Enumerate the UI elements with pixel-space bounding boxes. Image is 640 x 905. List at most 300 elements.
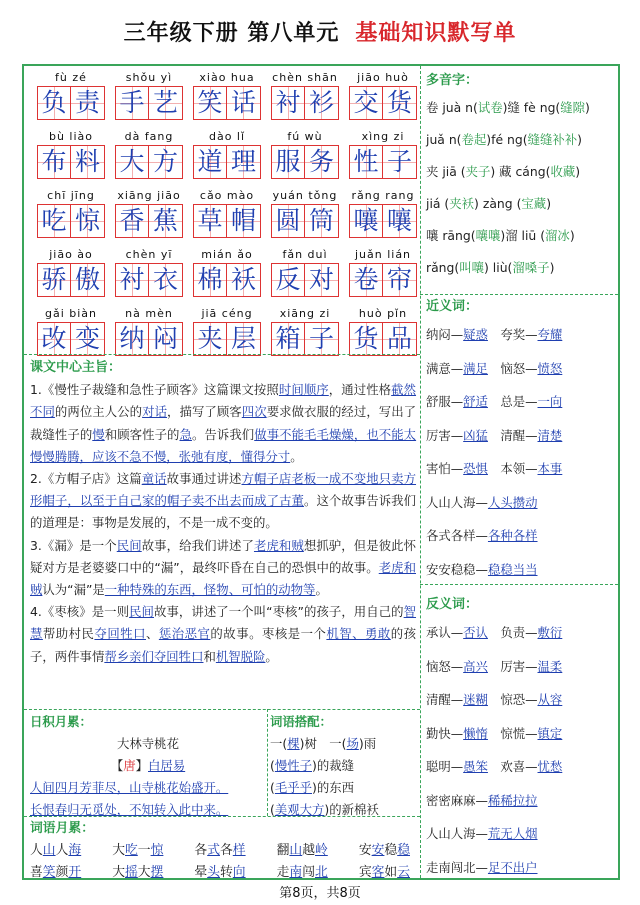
pinyin: huò pǐn	[358, 307, 408, 320]
idiom-char: 样	[232, 843, 246, 858]
word-cell	[112, 70, 186, 125]
tianzi-char: 嚷	[383, 204, 417, 238]
pinyin: dào lǐ	[208, 130, 246, 143]
worksheet-frame	[22, 64, 620, 880]
word-chars	[34, 145, 108, 179]
tianzi-char: 衣	[149, 263, 183, 297]
text: 人山人海—	[426, 494, 488, 510]
text: 1.《慢性子裁缝和急性子顾客》这篇课文按照	[30, 382, 279, 398]
tianzi-char: 货	[383, 86, 417, 120]
answer-word: 凶猛	[463, 427, 488, 443]
summary-paragraph	[30, 468, 416, 535]
word-cell	[268, 129, 342, 184]
idiom-char: 头	[207, 865, 220, 880]
word-row	[34, 70, 420, 125]
idiom-char: 越	[302, 843, 315, 858]
text: ) zàng (	[474, 196, 522, 211]
highlight-text: 童话	[141, 471, 167, 487]
idiom-char: 喜	[30, 865, 43, 880]
text: 清醒—	[426, 692, 464, 707]
answer-word: 满足	[463, 360, 488, 376]
phrase-line	[270, 777, 418, 799]
tianzi-char: 帘	[383, 263, 417, 297]
tianzi-char: 笑	[193, 86, 227, 120]
divider	[24, 709, 420, 710]
tianzi-char: 方	[149, 145, 183, 179]
tianzi-char: 帽	[227, 204, 261, 238]
polyphone-word: 收藏	[550, 164, 576, 179]
idiom	[359, 862, 410, 884]
text: )的东西	[312, 780, 355, 795]
word-chars	[346, 322, 420, 356]
word-cell	[346, 70, 420, 125]
idiom-char: 摇	[125, 865, 138, 880]
word-chars	[268, 86, 342, 120]
idiom-char: 转	[220, 865, 233, 880]
text: )	[577, 132, 583, 147]
answer-word: 各种各样	[487, 528, 538, 543]
pinyin: xiāng zi	[279, 307, 331, 320]
answer-word: 迷糊	[463, 692, 488, 707]
idiom-row	[30, 840, 416, 862]
tianzi-char: 子	[383, 145, 417, 179]
tianzi-char: 变	[71, 322, 105, 356]
tianzi-char: 筒	[305, 204, 339, 238]
pinyin: fǎn duì	[282, 248, 328, 261]
text: 4.《枣核》是一则	[30, 604, 130, 620]
word-cell	[34, 129, 108, 184]
idiom-char: 一	[137, 843, 151, 858]
answer-word: 本事	[537, 461, 563, 476]
text: )	[585, 100, 590, 115]
synonym-list	[426, 318, 616, 586]
idiom	[359, 840, 410, 862]
answer-word: 夸耀	[537, 327, 563, 342]
text: ，通过性格	[328, 382, 392, 398]
idiom-char: 式	[207, 843, 220, 858]
highlight-text: 老虎和贼	[253, 537, 304, 553]
text: 、	[145, 626, 159, 642]
word-cell	[190, 188, 264, 243]
idiom	[277, 840, 328, 862]
tianzi-char: 话	[227, 86, 261, 120]
idiom	[112, 862, 163, 884]
word-cell	[190, 129, 264, 184]
highlight-text: 对话	[142, 404, 168, 420]
idiom-char: 走	[276, 865, 290, 880]
word-pair	[426, 784, 616, 818]
idiom-char: 宾	[358, 865, 372, 880]
text: 本领—	[487, 461, 538, 476]
polyphone-word: 溜嗓子	[512, 260, 550, 275]
tianzi-char: 棉	[193, 263, 227, 297]
polyphone-word: 宝藏	[521, 196, 547, 211]
text: 惊恐—	[487, 692, 538, 707]
word-pair	[426, 717, 616, 751]
antonym-list	[426, 616, 616, 884]
pinyin: fú wù	[287, 130, 323, 143]
tianzi-char: 圆	[271, 204, 305, 238]
answer-word: 疑惑	[463, 327, 488, 342]
word-pair	[426, 318, 616, 352]
pinyin: xiāng jiāo	[117, 189, 181, 202]
text: (	[270, 780, 275, 795]
lesson-summary	[30, 357, 416, 668]
pinyin: jiāo ào	[49, 248, 93, 261]
idiom-char: 摆	[150, 865, 164, 880]
idiom-char: 惊	[150, 843, 164, 858]
word-chars	[346, 86, 420, 120]
antonym-heading: 反义词：	[426, 597, 479, 612]
idiom-char: 北	[315, 865, 328, 880]
idiom-char: 各	[194, 843, 208, 858]
text: 。	[290, 448, 303, 464]
pinyin: juǎn lián	[354, 248, 412, 261]
polyphone-word: 缝缝补补	[527, 132, 578, 147]
idiom	[30, 862, 81, 884]
tianzi-char: 布	[37, 145, 71, 179]
idiom-heading: 词语月累：	[30, 821, 94, 836]
text: 惊慌—	[487, 725, 538, 741]
polyphone-word: 卷起	[461, 132, 487, 147]
idiom-char: 各	[220, 843, 233, 858]
word-cell	[346, 247, 420, 302]
answer-word: 愚笨	[463, 759, 488, 774]
summary-paragraph	[30, 535, 416, 602]
word-cell	[112, 306, 186, 361]
text: 想抓驴，但是彼此怀疑对方是老婆婆口中的“漏”，最终吓昏在自己的恐惧中的故事。	[30, 537, 417, 575]
tianzi-char: 袄	[227, 263, 261, 297]
text: )的新棉袄	[324, 802, 379, 817]
polyphone-line	[426, 220, 616, 252]
word-pair	[426, 419, 616, 453]
pinyin: jiā céng	[201, 307, 253, 320]
text: 恼怒—	[426, 658, 464, 674]
text: 2.《方帽子店》这篇	[30, 471, 142, 487]
tianzi-char: 货	[349, 322, 383, 356]
text: 认为“漏”是	[42, 582, 105, 598]
page-footer: 第8页，共8页	[279, 886, 361, 901]
text: )缝 fè ng(	[502, 100, 561, 115]
idiom-char: 晕	[194, 865, 208, 880]
tianzi-char: 卷	[349, 263, 383, 297]
poem-author-name: 白居易	[148, 758, 186, 773]
idiom-char: 大	[112, 865, 125, 880]
word-chars	[190, 204, 264, 238]
highlight-text: 一种特殊的东西，怪物、可怕的动物等	[104, 582, 316, 598]
word-cell	[268, 70, 342, 125]
text: 人山人海—	[426, 826, 488, 841]
answer-word: 否认	[463, 625, 488, 640]
word-pair	[426, 683, 616, 717]
answer-word: 荒无人烟	[487, 826, 538, 841]
text: 害怕—	[426, 461, 464, 476]
tianzi-char: 吃	[37, 204, 71, 238]
word-chars	[268, 145, 342, 179]
word-chars	[112, 86, 186, 120]
tianzi-char: 责	[71, 86, 105, 120]
answer-word: 温柔	[537, 658, 563, 674]
text: )溜 liū (	[500, 228, 546, 243]
answer-word: 忧愁	[537, 759, 563, 774]
title-sub: 基础知识默写单	[355, 20, 517, 46]
word-chars	[112, 263, 186, 297]
word-pair	[426, 352, 616, 386]
poem-block	[30, 711, 266, 821]
tianzi-char: 箱	[271, 322, 305, 356]
pinyin: yuán tǒng	[272, 189, 338, 202]
idiom-char: 稳	[397, 843, 410, 858]
tianzi-char: 理	[227, 145, 261, 179]
text: ) 藏 cáng(	[490, 164, 551, 179]
polyphone-line	[426, 92, 616, 124]
word-cell	[34, 247, 108, 302]
answer-word: 足不出户	[487, 859, 538, 875]
poem-heading: 日积月累：	[30, 714, 92, 729]
text: 。	[315, 582, 328, 598]
word-cell	[112, 188, 186, 243]
polyphone-word: 溜冰	[545, 228, 570, 243]
tianzi-char: 层	[227, 322, 261, 356]
idiom-char: 山	[42, 843, 56, 858]
text: 密密麻麻—	[426, 792, 488, 808]
text: 要求做衣服的经过，写出了裁缝性子的	[30, 404, 417, 442]
text: 勤快—	[426, 725, 464, 741]
word-chars	[112, 204, 186, 238]
word-cell	[346, 129, 420, 184]
highlight-text: 四次	[241, 404, 267, 420]
idiom-char: 云	[397, 865, 410, 880]
text: 总是—	[487, 394, 538, 409]
highlight-text: 机智脱险	[215, 648, 266, 664]
summary-heading: 课文中心主旨：	[30, 360, 122, 375]
title-main: 三年级下册 第八单元	[123, 20, 340, 46]
word-cell	[190, 70, 264, 125]
polyphone-line	[426, 124, 616, 156]
idiom-char: 向	[232, 865, 246, 880]
word-chars	[34, 263, 108, 297]
poem-line: 人间四月芳菲尽，山寺桃花始盛开。	[30, 780, 229, 795]
idiom-char: 山	[289, 843, 303, 858]
pinyin: mián ǎo	[201, 248, 253, 261]
pinyin: chèn shān	[272, 71, 338, 84]
text: 夹 jiā (	[426, 164, 466, 179]
text: )	[575, 164, 581, 179]
highlight-text: 民间	[116, 537, 142, 553]
tianzi-char: 艺	[149, 86, 183, 120]
right-column	[426, 70, 616, 884]
word-chars	[112, 322, 186, 356]
word-row	[34, 188, 420, 243]
pinyin: jiāo huò	[357, 71, 409, 84]
phrase-line	[270, 733, 418, 755]
idiom	[194, 862, 245, 884]
word-chars	[190, 86, 264, 120]
text: )雨	[358, 736, 377, 751]
word-pair	[426, 385, 616, 419]
text: 和顾客性子的	[104, 426, 180, 442]
pinyin: chèn yī	[125, 248, 173, 261]
polyphone-line	[426, 156, 616, 188]
text: 纳闷—	[426, 327, 464, 342]
highlight-text: 毛乎乎	[274, 780, 313, 795]
idiom-char: 岭	[315, 843, 328, 858]
pinyin: shǒu yì	[125, 71, 173, 84]
word-pair	[426, 452, 616, 486]
polyphone-word: 夹袄	[449, 196, 475, 211]
tianzi-char: 性	[349, 145, 383, 179]
word-chars	[34, 86, 108, 120]
word-pair	[426, 486, 616, 520]
answer-word: 敷衍	[537, 625, 563, 640]
idiom	[277, 862, 328, 884]
tianzi-char: 惊	[71, 204, 105, 238]
summary-paragraph	[30, 601, 416, 668]
polyphone-word: 夹子	[465, 164, 491, 179]
highlight-text: 场	[346, 736, 359, 751]
word-cell	[34, 188, 108, 243]
word-cell	[346, 306, 420, 361]
text: 的两位主人公的	[54, 404, 143, 420]
word-cell	[190, 247, 264, 302]
idiom-char: 人	[55, 843, 69, 858]
idiom-char: 人	[30, 843, 43, 858]
text: 舒服—	[426, 394, 464, 409]
pinyin: dà fang	[124, 130, 174, 143]
tianzi-char: 衬	[271, 86, 305, 120]
text: 和	[203, 648, 216, 664]
text: )树 一(	[299, 736, 347, 751]
tianzi-char: 料	[71, 145, 105, 179]
polyphone-word: 缝隙	[560, 100, 586, 115]
word-pair	[426, 750, 616, 784]
answer-word: 高兴	[463, 658, 488, 674]
text: ) liù(	[484, 260, 513, 275]
idiom	[30, 840, 81, 862]
word-chars	[346, 263, 420, 297]
text: 厉害—	[487, 658, 538, 674]
tianzi-char: 改	[37, 322, 71, 356]
word-cell	[34, 306, 108, 361]
answer-word: 稳稳当当	[487, 561, 538, 577]
answer-word: 愤怒	[537, 360, 563, 376]
highlight-text: 老虎和贼	[30, 559, 416, 598]
polyphone-word: 试卷	[477, 100, 503, 115]
highlight-text: 民间	[129, 604, 154, 620]
text: (	[270, 758, 275, 773]
pinyin: cǎo mào	[199, 189, 255, 202]
text: 走南闯北—	[426, 859, 488, 875]
text: 各式各样—	[426, 528, 488, 543]
idiom-block	[30, 818, 416, 884]
text: 。	[265, 648, 278, 664]
text: 厉害—	[426, 427, 464, 443]
synonym-heading: 近义词：	[426, 299, 479, 314]
word-cell	[346, 188, 420, 243]
idiom-char: 大	[137, 865, 151, 880]
polyphone-list	[426, 92, 616, 284]
word-cell	[268, 247, 342, 302]
highlight-text: 做事不能毛毛燥燥，也不能太慢慢腾腾，应该不急不慢，张弛有度，懂得分寸	[30, 426, 417, 464]
idiom-char: 颜	[55, 865, 69, 880]
word-chars	[346, 204, 420, 238]
summary-paragraph	[30, 379, 416, 468]
text: juǎ n(	[426, 132, 462, 147]
tianzi-char: 手	[115, 86, 149, 120]
idiom-char: 如	[384, 865, 398, 880]
tianzi-char: 负	[37, 86, 71, 120]
tianzi-char: 草	[193, 204, 227, 238]
word-chars	[34, 322, 108, 356]
pinyin: chī jīng	[47, 189, 95, 202]
text: )	[549, 260, 555, 275]
word-chars	[112, 145, 186, 179]
answer-word: 人头攒动	[487, 494, 538, 510]
text: ，描写了顾客	[167, 404, 242, 420]
tianzi-char: 纳	[115, 322, 149, 356]
idiom-char: 笑	[42, 865, 56, 880]
word-chars	[268, 204, 342, 238]
word-row	[34, 306, 420, 361]
text: 帮助村民	[42, 626, 95, 642]
word-cell	[112, 129, 186, 184]
tianzi-char: 子	[305, 322, 339, 356]
divider	[267, 709, 268, 816]
highlight-text: 方帽子店老板一成不变地只卖方形帽子，以至于自己家的帽子卖不出去而成了古董	[30, 471, 417, 509]
word-pair	[426, 616, 616, 650]
poem-dynasty: 唐	[123, 758, 136, 773]
text: 故事通过讲述	[166, 471, 242, 487]
highlight-text: 美观大方	[274, 802, 325, 817]
text: 的故事。枣核是一个	[210, 626, 327, 642]
highlight-text: 棵	[287, 736, 300, 751]
idiom-char: 大	[112, 843, 125, 858]
idiom-char: 海	[68, 843, 82, 858]
text: 安安稳稳—	[426, 561, 488, 577]
text: 一(	[270, 736, 288, 751]
highlight-text: 智慧	[30, 604, 417, 642]
phrase-heading: 词语搭配：	[270, 714, 332, 729]
poly-heading: 多音字：	[426, 73, 479, 88]
idiom-char: 安	[358, 843, 372, 858]
text: )	[546, 196, 552, 211]
idiom-char: 翻	[276, 843, 290, 858]
word-chars	[268, 322, 342, 356]
tianzi-char: 道	[193, 145, 227, 179]
poem-line: 长恨春归无觅处，不知转入此中来。	[30, 802, 229, 817]
idiom-char: 客	[371, 865, 385, 880]
text: 聪明—	[426, 759, 464, 774]
text: 卷 juà n(	[426, 100, 478, 115]
idiom-char: 开	[68, 865, 82, 880]
polyphone-line	[426, 252, 616, 284]
text: 负责—	[487, 625, 538, 640]
poem-title: 大林寺桃花	[117, 736, 179, 751]
word-pair	[426, 519, 616, 553]
answer-word: 镇定	[537, 725, 563, 741]
text: )fé ng(	[486, 132, 528, 147]
tianzi-char: 衬	[115, 263, 149, 297]
text: 夸奖—	[487, 327, 538, 342]
tianzi-char: 蕉	[149, 204, 183, 238]
answer-word: 舒适	[463, 394, 488, 409]
word-cell	[112, 247, 186, 302]
idiom-char: 吃	[125, 843, 138, 858]
word-pair	[426, 851, 616, 885]
polyphone-line	[426, 188, 616, 220]
tianzi-char: 夹	[193, 322, 227, 356]
highlight-text: 机智、勇敢	[326, 626, 391, 642]
